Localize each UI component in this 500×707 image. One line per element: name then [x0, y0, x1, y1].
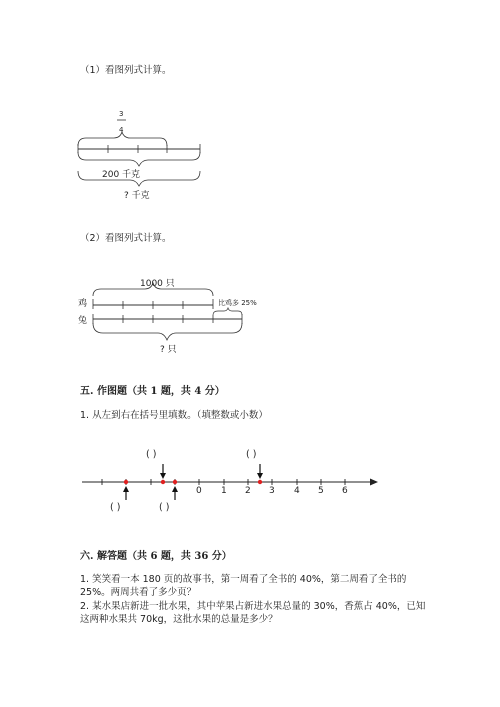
q2-question-label: ? 只 — [160, 345, 177, 355]
problem1-line1: 1. 笑笑看一本 180 页的故事书，第一周看了全书的 40%，第二周看了全书的 — [80, 574, 407, 585]
q1-question-label: ? 千克 — [124, 191, 150, 201]
answer-bracket-bottom-2[interactable]: ( ) — [159, 502, 170, 513]
q2-prompt: （2）看图列式计算。 — [80, 233, 172, 244]
q2-row2-label: 兔 — [78, 316, 88, 326]
answer-bracket-top-2[interactable]: ( ) — [246, 449, 257, 460]
tick-label-1: 1 — [221, 486, 227, 496]
tick-label-2: 2 — [245, 486, 251, 496]
answer-bracket-bottom-1[interactable]: ( ) — [110, 502, 121, 513]
q1-fraction-numerator: 3 — [119, 110, 124, 118]
problem2-line1: 2. 某水果店新进一批水果，其中苹果占新进水果总量的 30%，香蕉占 40%，已知 — [80, 601, 426, 612]
q1-fraction-denominator: 4 — [119, 126, 124, 134]
tick-label-6: 6 — [342, 486, 348, 496]
tick-label-4: 4 — [294, 486, 300, 496]
problem2-line2: 这两种水果共 70kg，这批水果的总量是多少？ — [80, 614, 278, 625]
q1-total-label: 200 千克 — [102, 170, 141, 180]
tick-label-5: 5 — [318, 486, 324, 496]
q2-note: 比鸡多 25% — [218, 299, 257, 307]
tick-label-0: 0 — [196, 486, 202, 496]
q2-row1-label: 鸡 — [78, 299, 88, 309]
q1-prompt: （1）看图列式计算。 — [80, 65, 172, 76]
section6-title: 六. 解答题（共 6 题，共 36 分） — [80, 551, 232, 562]
q2-top-label: 1000 只 — [140, 279, 175, 289]
tick-label-3: 3 — [269, 486, 275, 496]
section5-title: 五. 作图题（共 1 题，共 4 分） — [80, 386, 225, 397]
problem1-line2: 25%。两周共看了多少页？ — [80, 587, 197, 598]
section5-instruction: 1. 从左到右在括号里填数。（填整数或小数） — [80, 410, 268, 421]
answer-bracket-top-1[interactable]: ( ) — [146, 449, 157, 460]
